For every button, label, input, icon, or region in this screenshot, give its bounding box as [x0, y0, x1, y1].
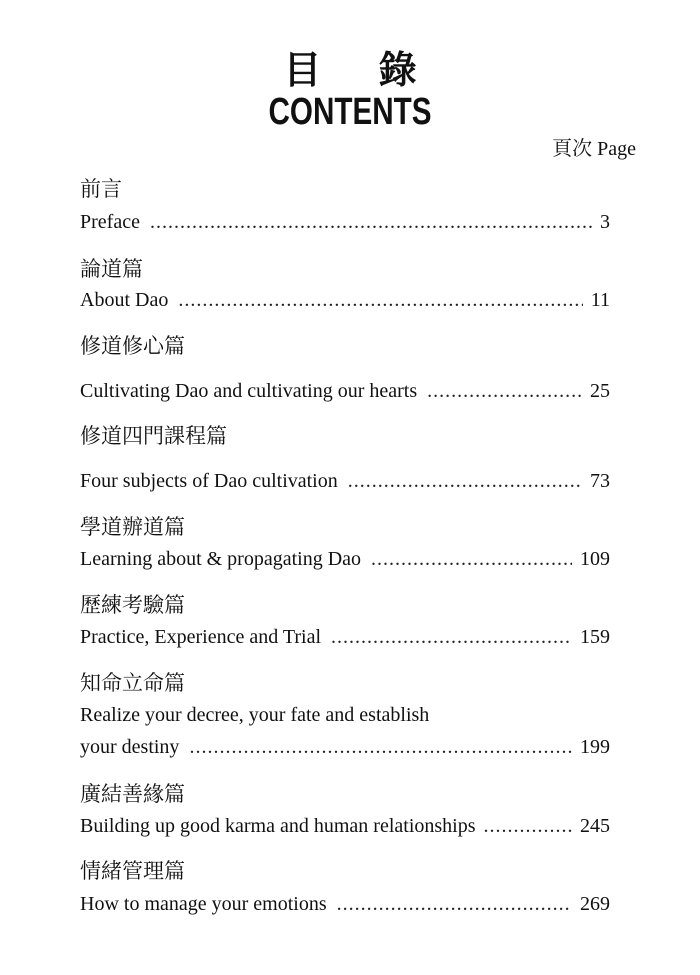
dot-leader: [337, 890, 572, 918]
toc-entry-cultivating[interactable]: [80, 377, 610, 405]
toc-entry-title: Four subjects of Dao cultivation: [80, 470, 338, 492]
page-column-label: 頁次 Page: [552, 138, 636, 160]
toc-entry-title: Learning about & propagating Dao: [80, 548, 362, 570]
toc-entry-page: 159: [580, 626, 610, 648]
toc-entry-title: About Dao: [80, 289, 169, 311]
dot-leader: [331, 623, 572, 651]
dot-leader: [484, 812, 573, 840]
toc-entry-page: 25: [590, 380, 610, 402]
toc-entry-title: Building up good karma and human relationships: [80, 815, 476, 837]
toc-entry-page: 73: [590, 470, 610, 492]
toc-entry-learning[interactable]: [80, 545, 610, 573]
dot-leader: [189, 733, 572, 761]
toc-entry-title: Cultivating Dao and cultivating our hearts: [80, 380, 418, 402]
toc-entry-page: 3: [600, 211, 610, 233]
toc-entry-title-line1: Realize your decree, your fate and establish: [80, 704, 430, 726]
toc-entry-emotions[interactable]: [80, 890, 610, 918]
toc-entry-four-subjects[interactable]: [80, 467, 610, 495]
toc-entry-title: your destiny: [80, 736, 180, 758]
dot-leader: [427, 377, 582, 405]
toc-entry-zh-four-subjects: 修道四門課程篇: [80, 424, 227, 448]
toc-entry-page: 11: [590, 289, 610, 311]
toc-entry-zh-about-dao: 論道篇: [80, 257, 143, 281]
dot-leader: [150, 208, 592, 236]
toc-entry-zh-preface: 前言: [80, 177, 122, 201]
toc-entry-zh-realize: 知命立命篇: [80, 671, 185, 695]
toc-entry-zh-karma: 廣結善緣篇: [80, 782, 185, 806]
toc-entry-page: 269: [580, 893, 610, 915]
toc-entry-zh-practice: 歷練考驗篇: [80, 593, 185, 617]
toc-entry-about-dao[interactable]: [80, 286, 610, 314]
toc-entry-zh-emotions: 情緒管理篇: [80, 859, 185, 883]
dot-leader: [348, 467, 582, 495]
toc-entry-page: 199: [580, 736, 610, 758]
toc-entry-karma[interactable]: [80, 812, 610, 840]
toc-entry-title: Preface: [80, 211, 140, 233]
toc-entry-realize[interactable]: [80, 733, 610, 761]
toc-entry-title: Practice, Experience and Trial: [80, 626, 322, 648]
toc-entry-page: 245: [580, 815, 610, 837]
toc-entry-title: How to manage your emotions: [80, 893, 327, 915]
toc-entry-zh-learning: 學道辦道篇: [80, 515, 185, 539]
dot-leader: [178, 286, 582, 314]
title-chinese: 目 錄: [283, 47, 439, 92]
toc-entry-zh-cultivating: 修道修心篇: [80, 334, 185, 358]
dot-leader: [371, 545, 572, 573]
toc-entry-page: 109: [580, 548, 610, 570]
toc-entry-preface[interactable]: [80, 208, 610, 236]
title-english: CONTENTS: [268, 91, 432, 133]
toc-entry-practice[interactable]: [80, 623, 610, 651]
